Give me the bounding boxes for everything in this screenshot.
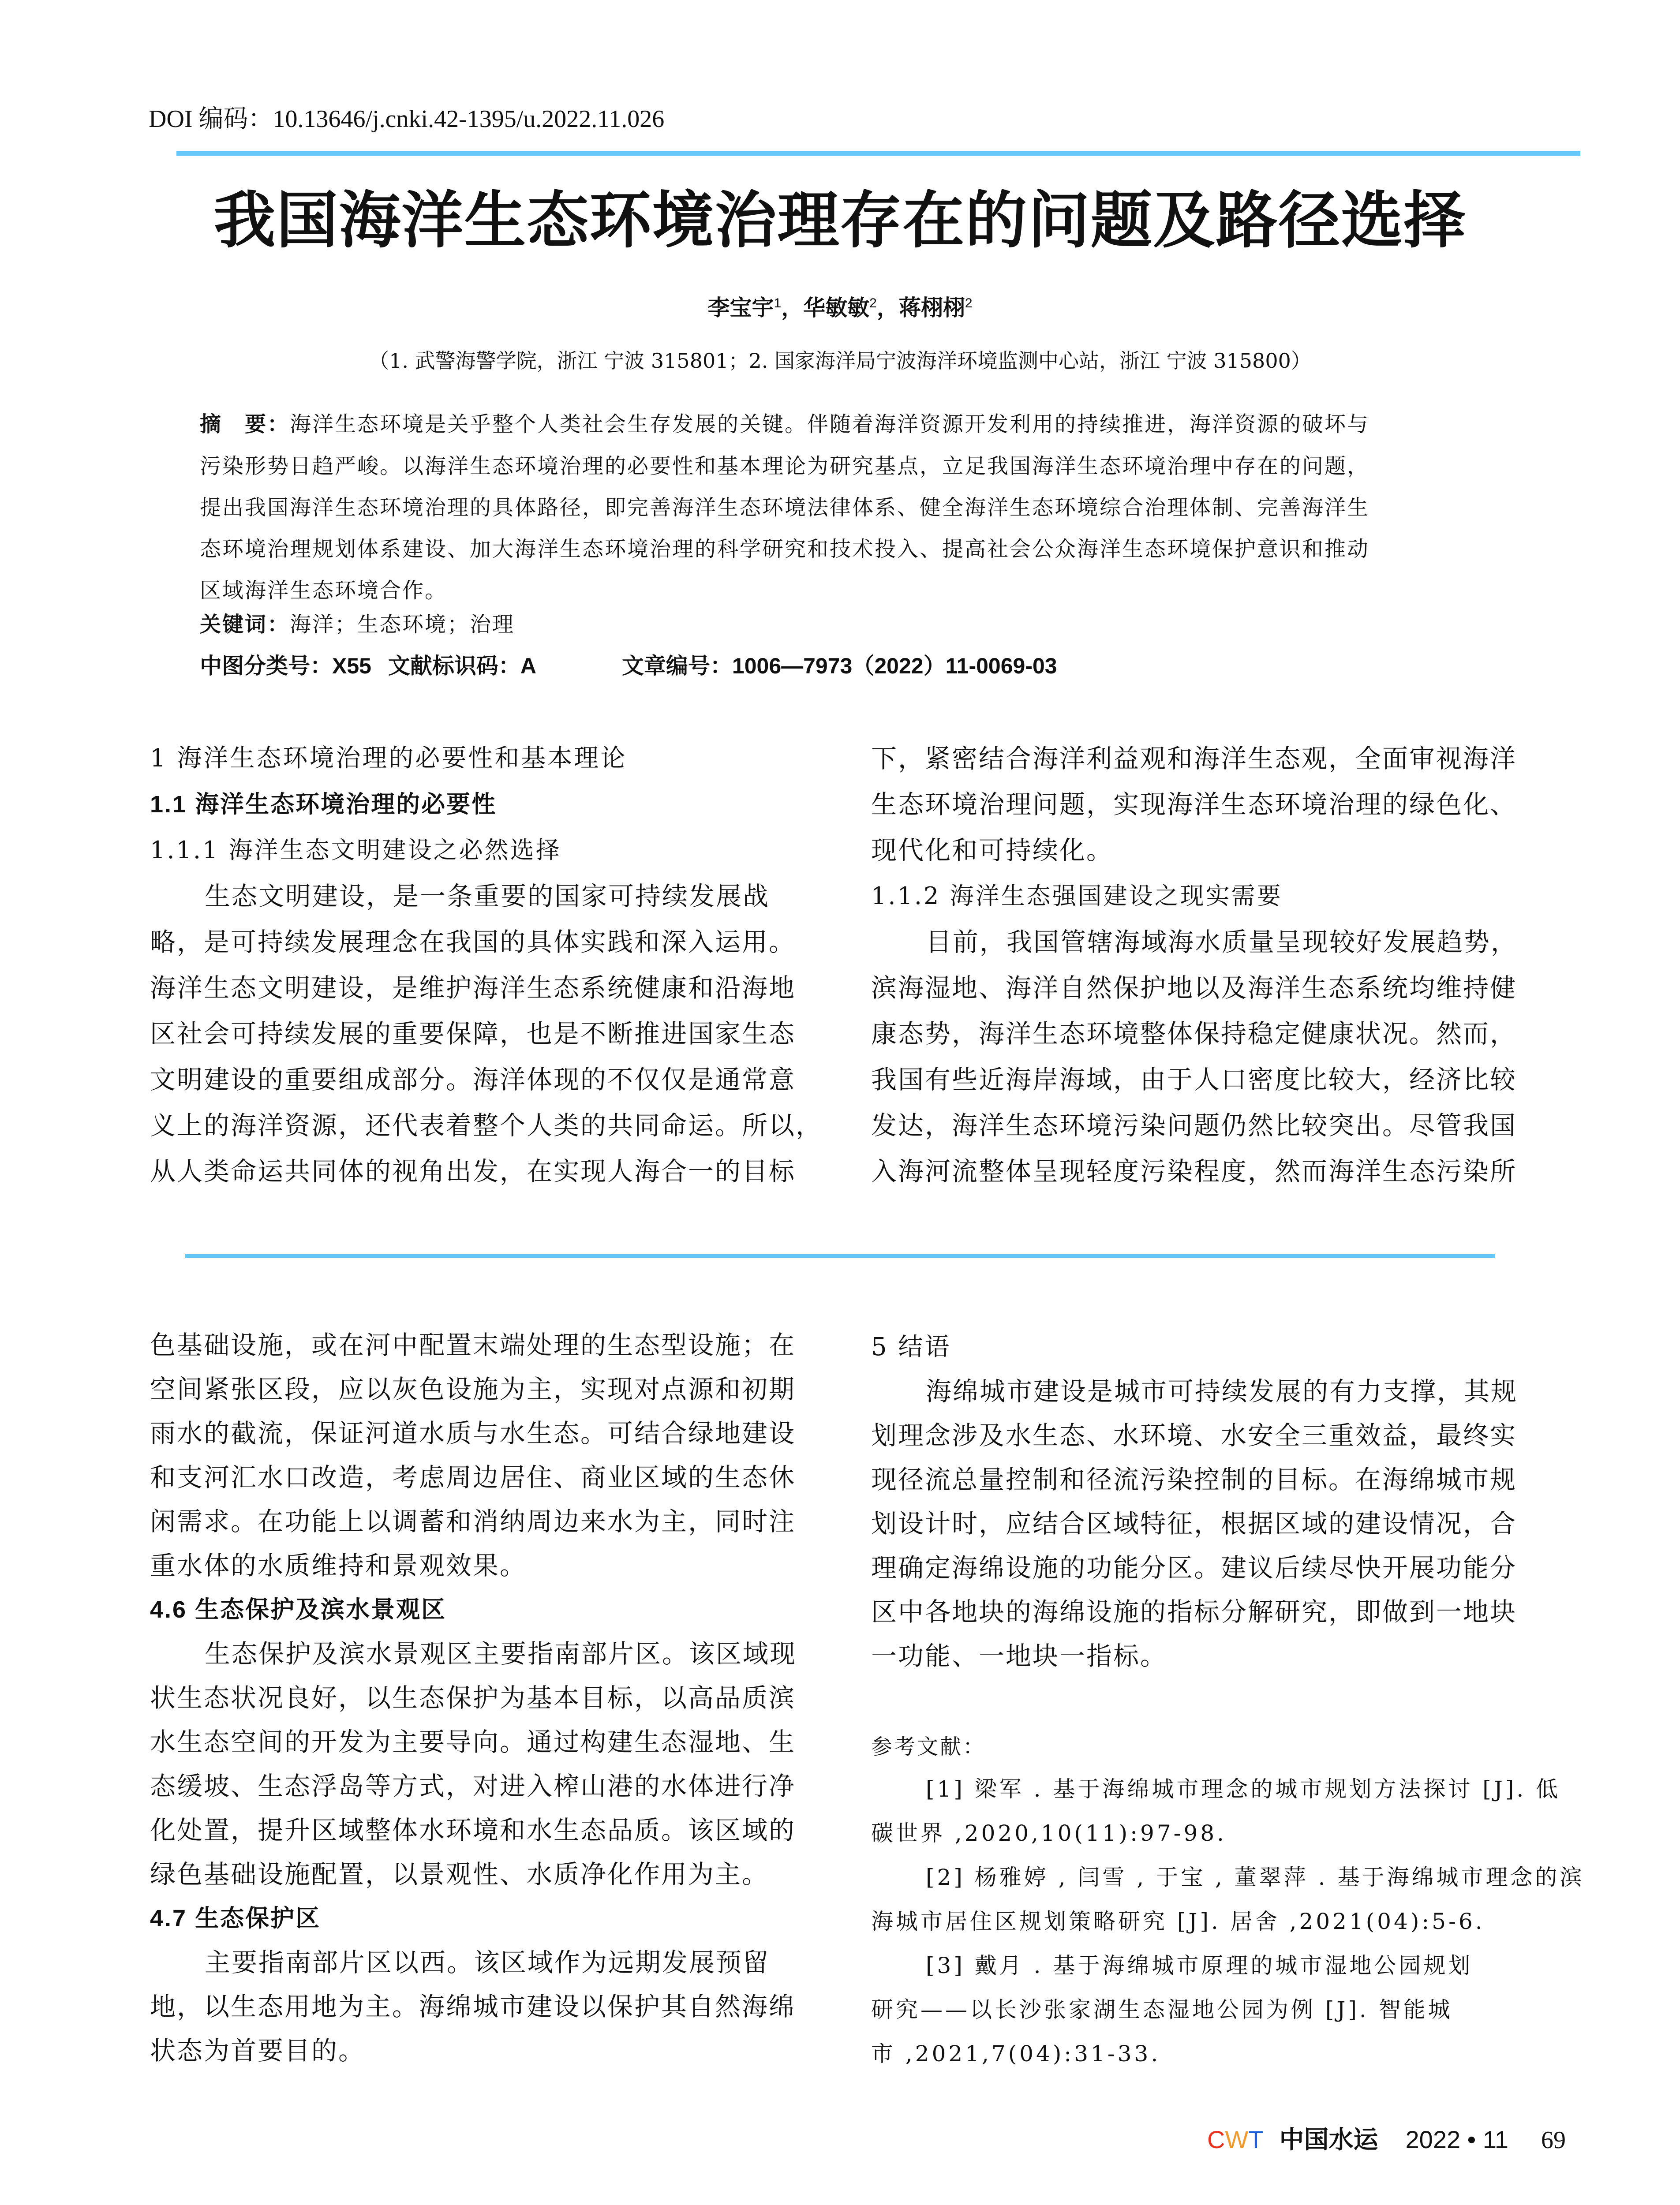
author-affil-mark: 1 xyxy=(774,296,782,310)
references-heading: 参考文献： xyxy=(871,1734,986,1759)
body-line: 色基础设施，或在河中配置末端处理的生态型设施；在 xyxy=(150,1330,796,1360)
abstract-text: 海洋生态环境是关乎整个人类社会生存发展的关键。伴随着海洋资源开发利用的持续推进，海洋资源的破坏与 xyxy=(290,412,1370,437)
body-line: 现代化和可持续化。 xyxy=(871,835,1114,865)
keywords xyxy=(200,612,515,637)
paragraph-first-line: 海绵城市建设是城市可持续发展的有力支撑，其规 xyxy=(926,1376,1518,1406)
body-line: 空间紧张区段，应以灰色设施为主，实现对点源和初期 xyxy=(150,1374,796,1404)
reference-list xyxy=(871,1767,1585,2076)
logo-letter-c: C xyxy=(1207,2126,1225,2153)
body-line: 水生态空间的开发为主要导向。通过构建生态湿地、生 xyxy=(150,1727,796,1757)
body-line: 康态势，海洋生态环境整体保持稳定健康状况。然而， xyxy=(871,1019,1517,1049)
subsection-heading: 1.1 海洋生态环境治理的必要性 xyxy=(150,791,497,818)
body-line: 地，以生态用地为主。海绵城市建设以保护其自然海绵 xyxy=(150,1992,796,2022)
reference-line: 研究——以长沙张家湖生态湿地公园为例 [J]. 智能城 xyxy=(871,1997,1453,2022)
article-no-value: 1006—7973（2022）11-0069-03 xyxy=(732,654,1057,678)
lower-right-column xyxy=(871,1325,1585,2076)
abstract-line: 污染形势日趋严峻。以海洋生态环境治理的必要性和基本理论为研究基点，立足我国海洋生态环境治理中存在的问题， xyxy=(200,454,1370,478)
author-name: 蒋栩栩 xyxy=(898,295,965,320)
lower-left-column xyxy=(150,1323,812,2073)
author-separator: ， xyxy=(876,295,899,320)
author-affil-mark: 2 xyxy=(869,296,877,310)
body-line: 现径流总量控制和径流污染控制的目标。在海绵城市规 xyxy=(871,1465,1517,1495)
abstract xyxy=(200,404,1492,611)
affiliations: （1. 武警海警学院，浙江 宁波 315801；2. 国家海洋局宁波海洋环境监测中心站，浙江 宁波 315800） xyxy=(369,349,1311,373)
doc-code-value: A xyxy=(520,654,536,678)
article-title: 我国海洋生态环境治理存在的问题及路径选择 xyxy=(213,184,1467,257)
section-heading: 1 海洋生态环境治理的必要性和基本理论 xyxy=(150,744,627,773)
cwt-logo xyxy=(1207,2127,1264,2154)
body-line: 义上的海洋资源，还代表着整个人类的共同命运。所以， xyxy=(150,1110,823,1140)
author-name: 华敏敏 xyxy=(803,295,870,320)
body-line: 我国有些近海岸海域，由于人口密度比较大，经济比较 xyxy=(871,1065,1517,1095)
body-line: 闲需求。在功能上以调蓄和消纳周边来水为主，同时注 xyxy=(150,1506,796,1536)
author-separator: ， xyxy=(781,295,804,320)
abstract-line: 提出我国海洋生态环境治理的具体路径，即完善海洋生态环境法律体系、健全海洋生态环境综合治理体制、完善海洋生 xyxy=(200,495,1370,520)
author-name: 李宝宇 xyxy=(707,295,774,320)
section-heading: 5 结语 xyxy=(871,1333,951,1361)
header-divider xyxy=(176,151,1580,156)
body-line: 划设计时，应结合区域特征，根据区域的建设情况，合 xyxy=(871,1509,1517,1539)
upper-left-column xyxy=(150,736,823,1194)
doc-code-label: 文献标识码： xyxy=(388,654,520,678)
body-line: 状生态状况良好，以生态保护为基本目标，以高品质滨 xyxy=(150,1683,796,1713)
body-line: 发达，海洋生态环境污染问题仍然比较突出。尽管我国 xyxy=(871,1110,1517,1140)
abstract-label: 摘 要： xyxy=(200,413,290,436)
clc-value: X55 xyxy=(332,654,371,678)
keywords-value: 海洋；生态环境；治理 xyxy=(290,612,515,637)
upper-right-column xyxy=(871,736,1533,1194)
logo-letter-w: W xyxy=(1225,2126,1249,2153)
body-line: 滨海湿地、海洋自然保护地以及海洋生态系统均维持健 xyxy=(871,973,1517,1003)
journal-name: 中国水运 xyxy=(1279,2125,1378,2154)
issue-number: 2022 • 11 xyxy=(1405,2126,1508,2153)
body-line: 略，是可持续发展理念在我国的具体实践和深入运用。 xyxy=(150,927,796,957)
body-line: 海洋生态文明建设，是维护海洋生态系统健康和沿海地 xyxy=(150,973,796,1003)
body-line: 从人类命运共同体的视角出发，在实现人海合一的目标 xyxy=(150,1156,796,1186)
reference-first-line: [3] 戴月 . 基于海绵城市原理的城市湿地公园规划 xyxy=(926,1953,1473,1978)
logo-letter-t: T xyxy=(1248,2126,1264,2153)
reference-line: 海城市居住区规划策略研究 [J]. 居舍 ,2021(04):5-6. xyxy=(871,1909,1485,1934)
body-line: 一功能、一地块一指标。 xyxy=(871,1641,1167,1671)
body-line: 理确定海绵设施的功能分区。建议后续尽快开展功能分 xyxy=(871,1553,1517,1583)
clc-label: 中图分类号： xyxy=(200,654,332,678)
body-line: 状态为首要目的。 xyxy=(150,2036,366,2066)
paragraph-first-line: 生态文明建设，是一条重要的国家可持续发展战 xyxy=(205,881,770,911)
body-line: 重水体的水质维持和景观效果。 xyxy=(150,1551,527,1581)
classification-line xyxy=(200,654,1057,678)
reference-first-line: [2] 杨雅婷 , 闫雪 , 于宝 , 董翠萍 . 基于海绵城市理念的滨 xyxy=(926,1865,1585,1890)
body-line: 文明建设的重要组成部分。海洋体现的不仅仅是通常意 xyxy=(150,1065,796,1095)
subsubsection-heading: 1.1.1 海洋生态文明建设之必然选择 xyxy=(150,836,561,864)
subsection-heading: 4.6 生态保护及滨水景观区 xyxy=(150,1596,447,1623)
abstract-line: 态环境治理规划体系建设、加大海洋生态环境治理的科学研究和技术投入、提高社会公众海洋生态环境保护意识和推动 xyxy=(200,537,1370,561)
author-affil-mark: 2 xyxy=(965,296,973,310)
abstract-line: 区域海洋生态环境合作。 xyxy=(200,578,448,603)
page-number: 69 xyxy=(1541,2127,1566,2154)
reference-line: 碳世界 ,2020,10(11):97-98. xyxy=(871,1820,1227,1846)
paragraph-first-line: 目前，我国管辖海域海水质量呈现较好发展趋势， xyxy=(926,927,1518,957)
doi-line: DOI 编码：10.13646/j.cnki.42-1395/u.2022.11.026 xyxy=(149,105,665,133)
body-line: 划理念涉及水生态、水环境、水安全三重效益，最终实 xyxy=(871,1420,1517,1450)
body-line: 下，紧密结合海洋利益观和海洋生态观，全面审视海洋 xyxy=(871,744,1517,774)
keywords-label: 关键词： xyxy=(200,613,290,636)
reference-line: 市 ,2021,7(04):31-33. xyxy=(871,2041,1161,2067)
body-line: 绿色基础设施配置，以景观性、水质净化作用为主。 xyxy=(150,1859,769,1889)
body-line: 区社会可持续发展的重要保障，也是不断推进国家生态 xyxy=(150,1019,796,1049)
body-line: 和支河汇水口改造，考虑周边居住、商业区域的生态休 xyxy=(150,1462,796,1492)
subsubsection-heading: 1.1.2 海洋生态强国建设之现实需要 xyxy=(871,882,1283,910)
conclusion-section xyxy=(871,1325,1533,1678)
subsection-heading: 4.7 生态保护区 xyxy=(150,1905,321,1932)
body-line: 生态环境治理问题，实现海洋生态环境治理的绿色化、 xyxy=(871,789,1517,819)
paragraph-first-line: 生态保护及滨水景观区主要指南部片区。该区域现 xyxy=(205,1639,797,1669)
page-footer xyxy=(1207,2126,1566,2154)
abstract-line xyxy=(200,404,1492,445)
body-line: 态缓坡、生态浮岛等方式，对进入榨山港的水体进行净 xyxy=(150,1771,796,1801)
page-break-divider xyxy=(185,1254,1495,1258)
body-line: 入海河流整体呈现轻度污染程度，然而海洋生态污染所 xyxy=(871,1156,1517,1186)
body-line: 化处置，提升区域整体水环境和水生态品质。该区域的 xyxy=(150,1815,796,1845)
paragraph-first-line: 主要指南部片区以西。该区域作为远期发展预留 xyxy=(205,1947,770,1977)
body-line: 区中各地块的海绵设施的指标分解研究，即做到一地块 xyxy=(871,1597,1517,1627)
author-list xyxy=(0,291,1680,320)
reference-first-line: [1] 梁军 . 基于海绵城市理念的城市规划方法探讨 [J]. 低 xyxy=(926,1776,1561,1802)
body-line: 雨水的截流，保证河道水质与水生态。可结合绿地建设 xyxy=(150,1418,796,1448)
article-no-label: 文章编号： xyxy=(621,654,732,678)
